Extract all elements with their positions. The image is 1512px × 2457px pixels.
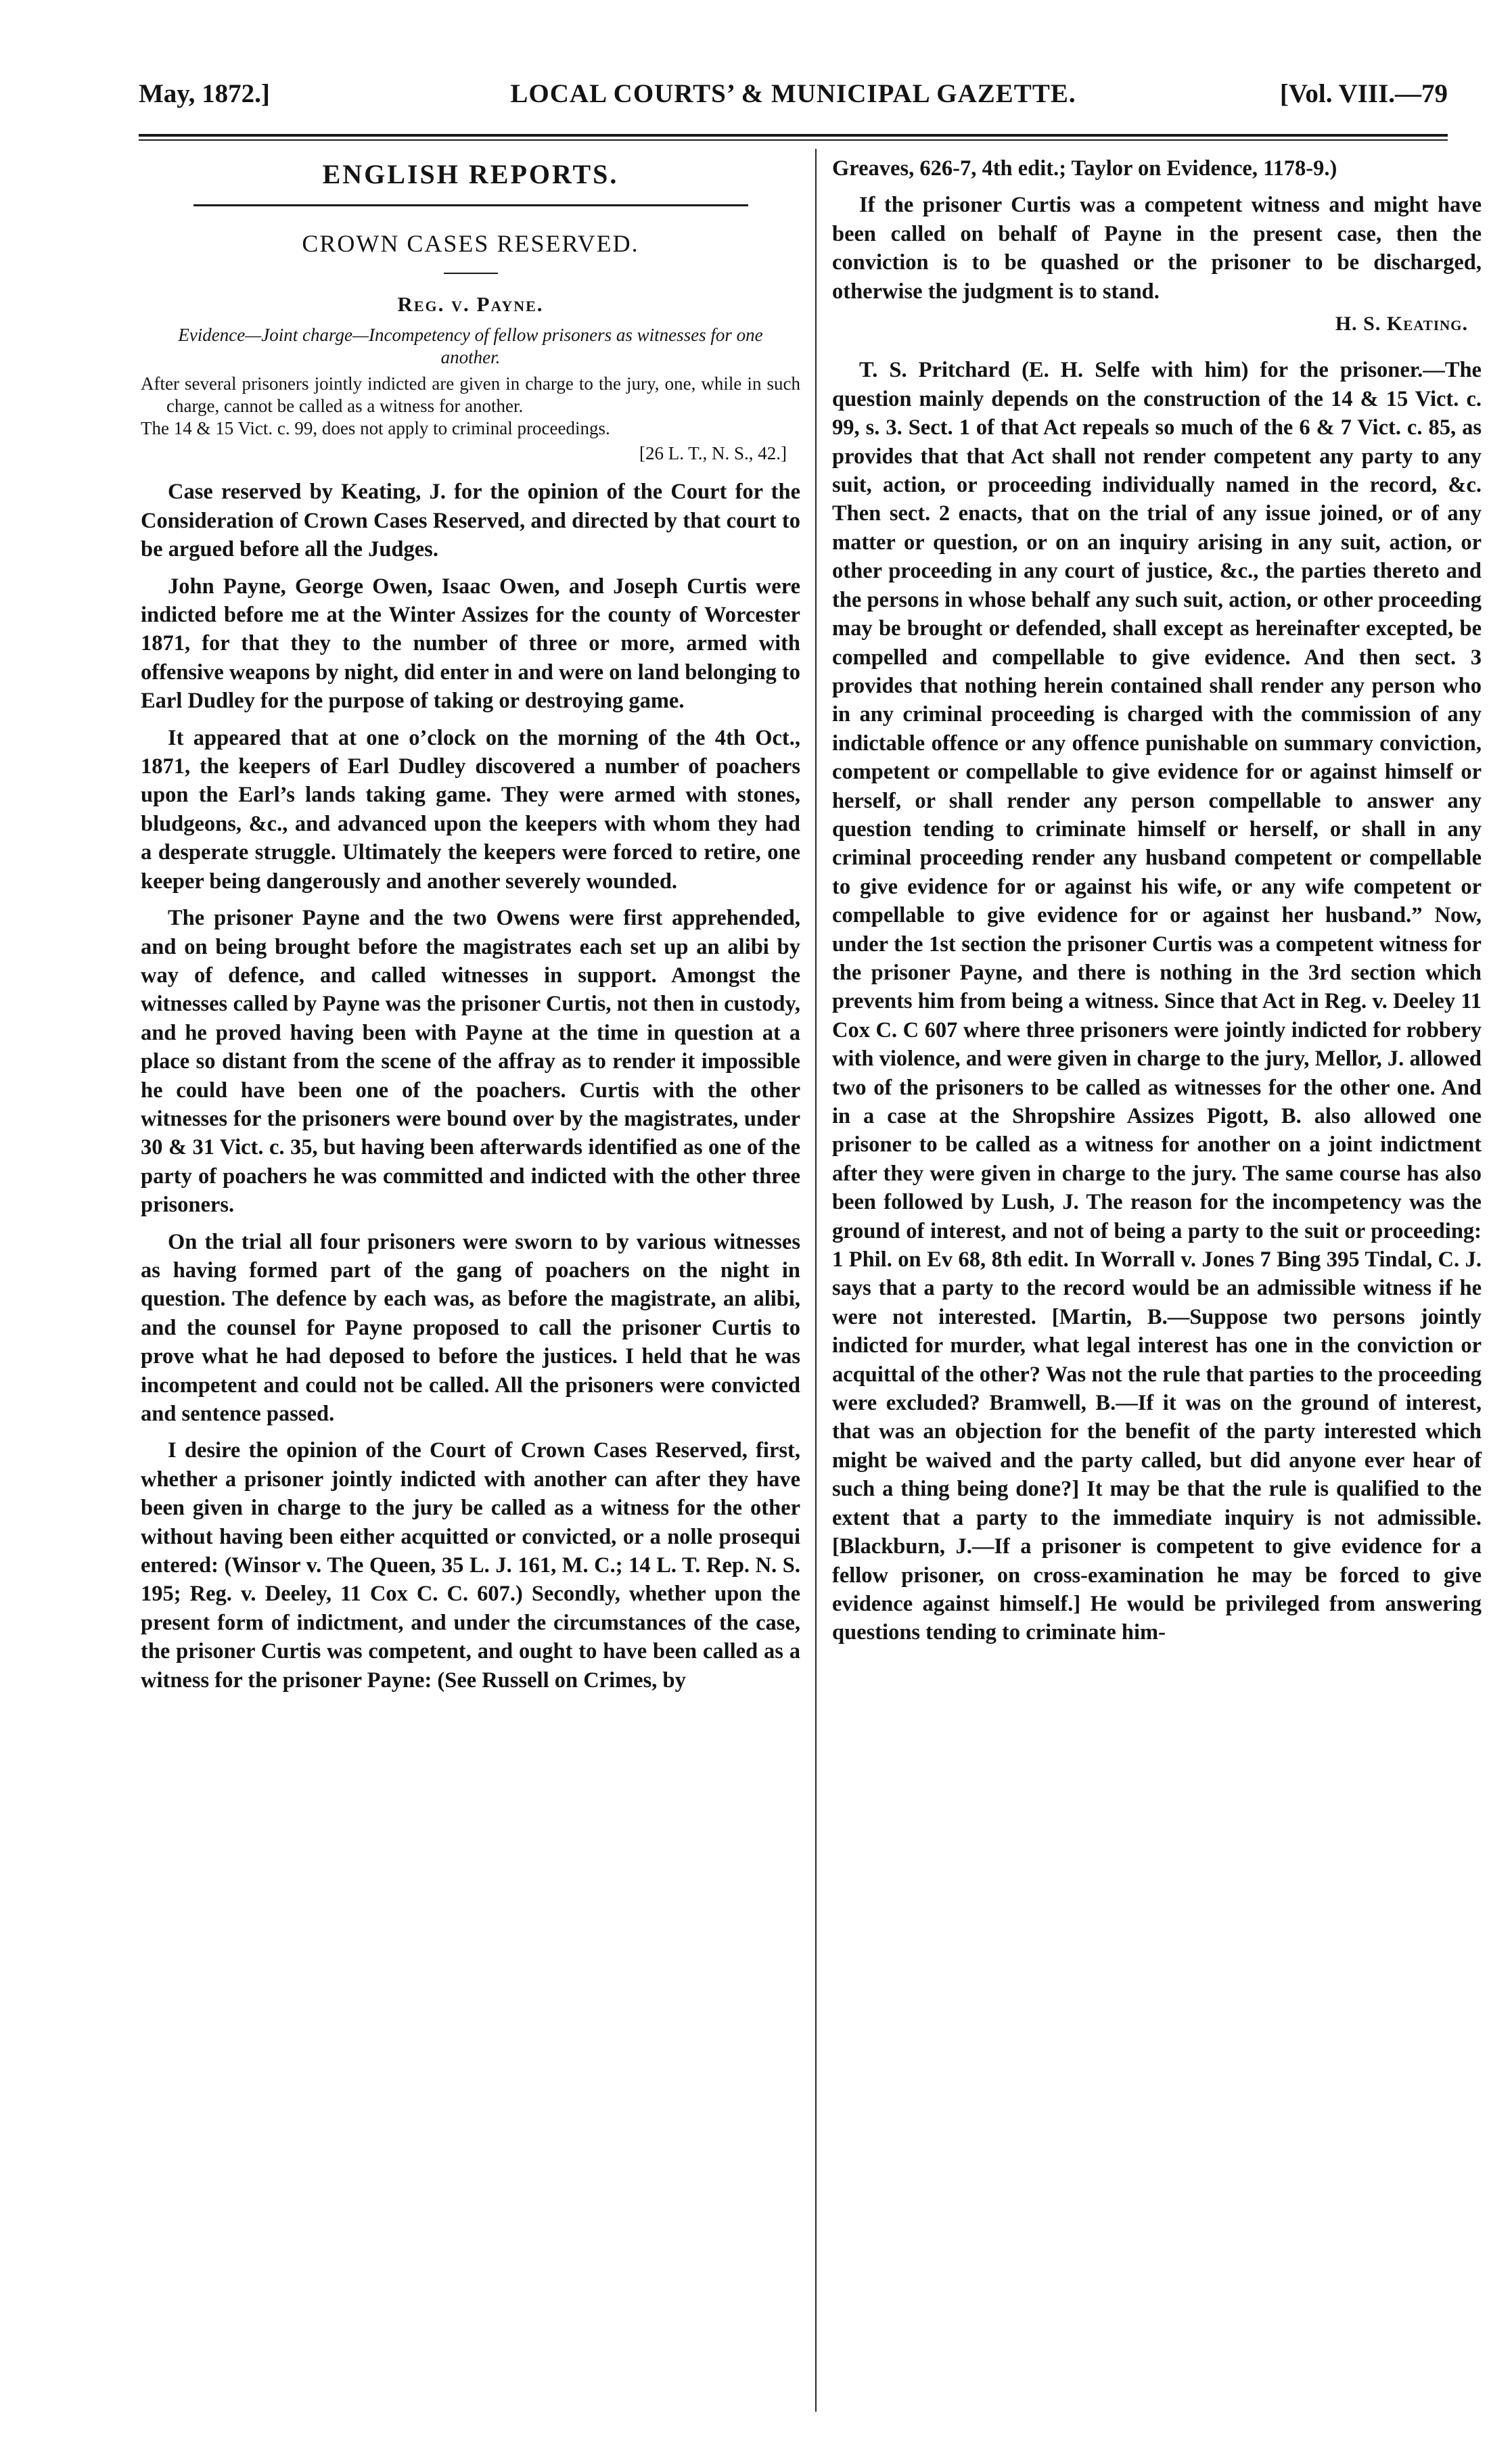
paragraph: If the prisoner Curtis was a competent witness and might have been called on behalf of Payne in the present case, then the conviction is to be quashed or the prisoner to be discharged, otherwise the judgment is to stand. [832, 193, 1482, 304]
header-rule-thin [139, 139, 1448, 141]
subsection-title: CROWN CASES RESERVED. [302, 230, 639, 257]
paragraph: Greaves, 626-7, 4th edit.; Taylor on Evidence, 1178-9.) [832, 156, 1337, 181]
paragraph: I desire the opinion of the Court of Crown Cases Reserved, first, whether a prisoner jointly indicted with another can after they have been given in charge to the jury be called as a witness for the other without having been either acquitted or convicted, or a nolle prosequi entered: (Winsor v. The Queen, 35 L. J. 161, M. C.; 14 L. T. Rep. N. S. 195; Reg. v. Deeley, 11 Cox C. C. 607.) Secondly, whether upon the present form of indictment, and under the circumstances of the case, the prisoner Curtis was competent, and ought to have been called as a witness for the prisoner Payne: (See Russell on Crimes, by [141, 1438, 800, 1693]
report-citation: [26 L. T., N. S., 42.] [639, 443, 787, 464]
column-divider [815, 149, 817, 2412]
case-name: Reg. v. Payne. [397, 292, 544, 316]
right-column [832, 154, 1482, 1655]
section-rule [193, 204, 748, 206]
running-header [139, 73, 1448, 115]
volume-page: [Vol. VIII.—79 [1279, 79, 1448, 108]
paragraph: Case reserved by Keating, J. for the opinion of the Court for the Consideration of Crown Cases Reserved, and directed by that court to be argued before all the Judges. [141, 480, 800, 562]
headnote: After several prisoners jointly indicted are given in charge to the jury, one, while in such charge, cannot be called as a witness for another. [141, 373, 800, 417]
paragraph: The prisoner Payne and the two Owens were first apprehended, and on being brought before the magistrates each set up an alibi by way of defence, and called witnesses in support. Amongst the witnesses called by Payne was the prisoner Curtis, not then in custody, and he proved having been with Payne at the time in question at a place so distant from the scene of the affray as to render it impossible he could have been one of the poachers. Curtis with the other witnesses for the prisoners were bound over by the magistrates, under 30 & 31 Vict. c. 35, but having been afterwards identified as one of the party of poachers he was committed and indicted with the other three prisoners. [141, 906, 800, 1218]
publication-title: LOCAL COURTS’ & MUNICIPAL GAZETTE. [510, 79, 1076, 108]
header-rule [139, 134, 1448, 137]
issue-date: May, 1872.] [139, 79, 270, 108]
subsection-rule [444, 273, 498, 274]
paragraph: T. S. Pritchard (E. H. Selfe with him) for the prisoner.—The question mainly depends on the construction of the 14 & 15 Vict. c. 99, s. 3. Sect. 1 of that Act repeals so much of the 6 & 7 Vict. c. 85, as provides that that Act shall not render competent any party to any suit, action, or proceeding individually named in the record, &c. Then sect. 2 enacts, that on the trial of any issue joined, or of any matter or question, or on an inquiry arising in any suit, action, or other proceeding in any court of justice, &c., the parties thereto and the persons in whose behalf any such suit, action, or other proceeding may be brought or defended, shall except as hereinafter excepted, be compelled and compellable to give evidence. And then sect. 3 provides that nothing herein contained shall render any person who in any criminal proceeding is charged with the commission of any indictable offence or any offence punishable on summary conviction, competent or compellable to give evidence for or against himself or herself, or shall render any person compellable to answer any question tending to criminate himself or herself, or shall in any criminal proceeding render any husband competent or compellable to give evidence for or against his wife, or any wife competent or compellable to give evidence for or against her husband.” Now, under the 1st section the prisoner Curtis was a competent witness for the prisoner Payne, and there is nothing in the 3rd section which prevents him from being a witness. Since that Act in Reg. v. Deeley 11 Cox C. C 607 where three prisoners were jointly indicted for robbery with violence, and were given in charge to the jury, Mellor, J. allowed two of the prisoners to be called as witnesses for the other one. And in a case at the Shropshire Assizes Pigott, B. also allowed one prisoner to be called as a witness for another on a joint indictment after they were given in charge to the jury. The same course has also been followed by Lush, J. The reason for the incompetency was the ground of interest, and not of being a party to the suit or proceeding: 1 Phil. on Ev 68, 8th edit. In Worrall v. Jones 7 Bing 395 Tindal, C. J. says that a party to the record would be an admissible witness if he were not interested. [Martin, B.—Suppose two persons jointly indicted for murder, what legal interest has one in the conviction or acquittal of the other? Was not the rule that parties to the proceeding were excluded? Bramwell, B.—If it was on the ground of interest, that was an objection for the benefit of the party interested which might be waived and the party called, but did anyone ever hear of such a thing being done?] It may be that the rule is qualified to the extent that a party to the immediate inquiry is not admissible. [Blackburn, J.—If a prisoner is competent to give evidence for a fellow prisoner, on cross-examination he may be forced to give evidence against himself.] He would be privileged from answering questions tending to criminate him- [832, 358, 1482, 1645]
paragraph: On the trial all four prisoners were sworn to by various witnesses as having formed part of the gang of poachers on the night in question. The defence by each was, as before the magistrate, an alibi, and the counsel for Payne proposed to call the prisoner Curtis to prove what he had deposed to before the justices. I held that he was incompetent and could not be called. All the prisoners were convicted and sentence passed. [141, 1229, 800, 1426]
paragraph: John Payne, George Owen, Isaac Owen, and Joseph Curtis were indicted before me at the Winter Assizes for the county of Worcester 1871, for that they to the number of three or more, armed with offensive weapons by night, did enter in and were on land belonging to Earl Dudley for the purpose of taking or destroying game. [141, 574, 800, 714]
paragraph: It appeared that at one o’clock on the morning of the 4th Oct., 1871, the keepers of Earl Dudley discovered a number of poachers upon the Earl’s lands taking game. They were armed with stones, bludgeons, &c., and advanced upon the keepers with whom they had a desperate struggle. Ultimately the keepers were forced to retire, one keeper being dangerously and another severely wounded. [141, 725, 800, 894]
headnote: The 14 & 15 Vict. c. 99, does not apply to criminal proceedings. [141, 418, 610, 439]
catchwords: Evidence—Joint charge—Incompetency of fellow prisoners as witnesses for one another. [178, 325, 763, 368]
judge-signature: H. S. Keating. [1335, 313, 1468, 336]
left-column [141, 154, 800, 1703]
section-title: ENGLISH REPORTS. [322, 159, 619, 189]
